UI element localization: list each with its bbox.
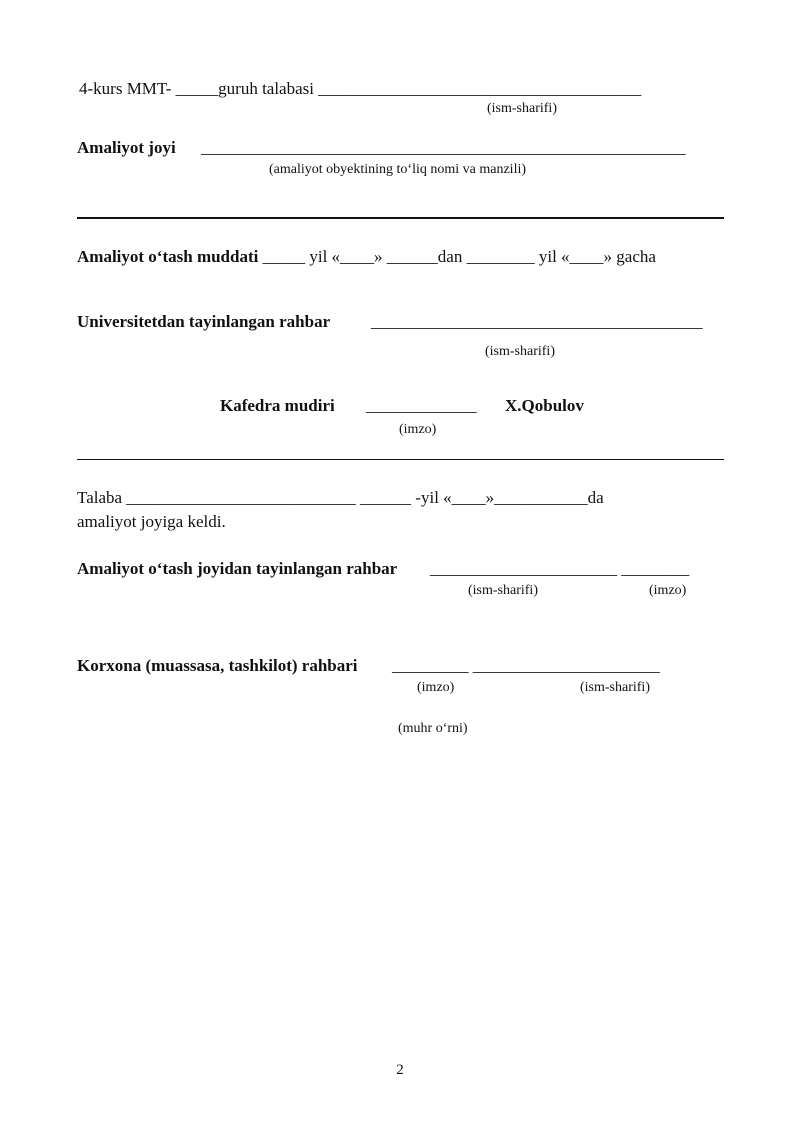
student-arrival-line-1: Talaba ___________________________ ______ -yil «____»___________da: [77, 488, 604, 507]
duration-line: [77, 247, 656, 267]
caption-site-sign: (imzo): [649, 583, 687, 598]
duration-blanks: _____ yil «____» ______dan ________ yil «____» gacha: [258, 247, 656, 266]
univ-supervisor-blank: _______________________________________: [371, 312, 703, 331]
student-arrival-line-2: amaliyot joyiga keldi.: [77, 512, 226, 531]
caption-org-sign: (imzo): [417, 680, 455, 695]
caption-practice-place: (amaliyot obyektining to‘liq nomi va manzili): [269, 162, 527, 177]
page-number: 2: [396, 1062, 404, 1078]
separator-thick: [77, 217, 724, 219]
caption-dept-sign: (imzo): [399, 422, 437, 437]
caption-site-name: (ism-sharifi): [468, 583, 538, 598]
org-head-blanks: _________ ______________________: [392, 656, 660, 675]
caption-univ-supervisor: (ism-sharifi): [485, 344, 555, 359]
practice-place-blank: _________________________________________________________: [201, 138, 686, 157]
site-supervisor-blanks: ______________________ ________: [430, 559, 690, 578]
caption-org-name: (ism-sharifi): [580, 680, 650, 695]
site-supervisor-label: Amaliyot o‘tash joyidan tayinlangan rahbar: [77, 559, 398, 578]
dept-head-label: Kafedra mudiri: [220, 396, 335, 415]
org-head-label: Korxona (muassasa, tashkilot) rahbari: [77, 656, 358, 675]
caption-student-name: (ism-sharifi): [487, 101, 557, 116]
dept-head-signature-blank: _____________: [366, 396, 477, 415]
univ-supervisor-label: Universitetdan tayinlangan rahbar: [77, 312, 331, 331]
duration-label: Amaliyot o‘tash muddati: [77, 247, 259, 266]
caption-stamp-place: (muhr o‘rni): [398, 721, 468, 736]
practice-place-label: Amaliyot joyi: [77, 138, 176, 157]
separator-thin: [77, 459, 724, 460]
dept-head-name: X.Qobulov: [505, 396, 584, 415]
course-group-line: 4-kurs MMT- _____guruh talabasi ______________________________________: [79, 79, 642, 98]
